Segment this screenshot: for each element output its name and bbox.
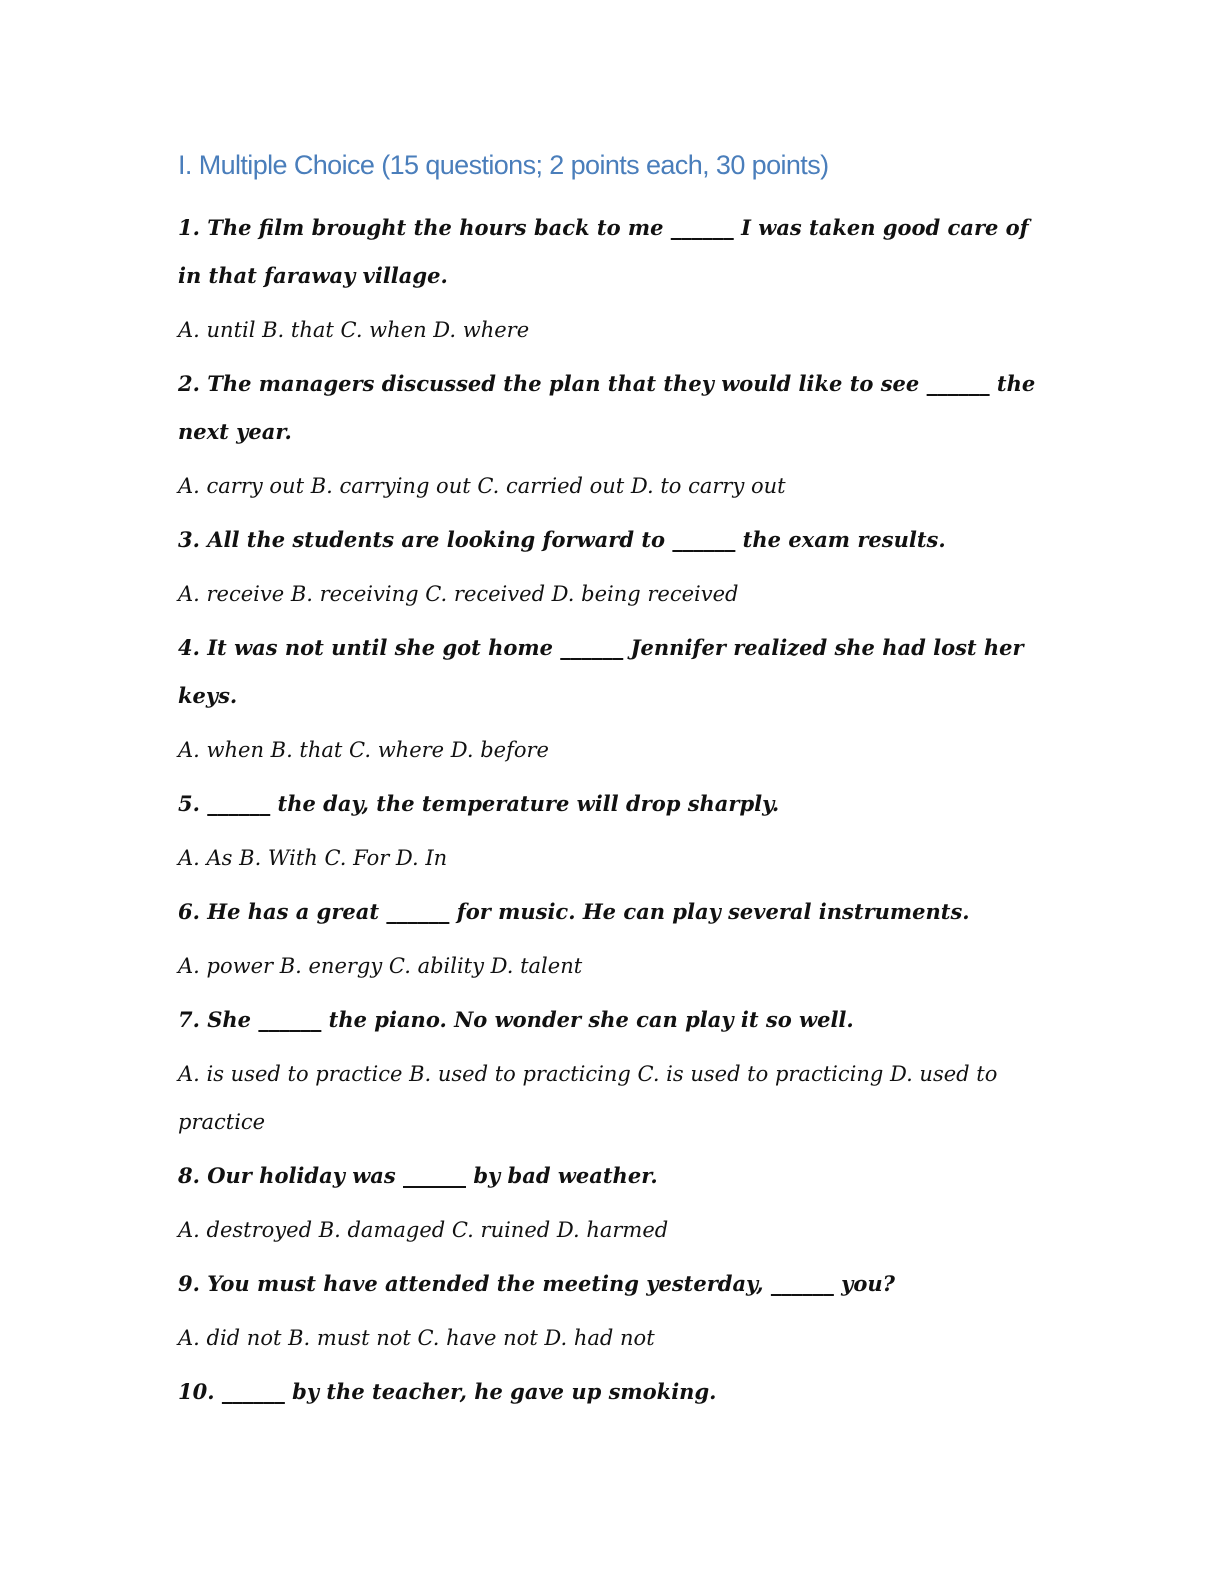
question-list: [178, 204, 1038, 1422]
question-10: 10. ______ by the teacher, he gave up smoking.: [178, 1379, 717, 1404]
question-6: 6. He has a great ______ for music. He can play several instruments.: [178, 899, 970, 924]
question-9-options: A. did not B. must not C. have not D. had not: [178, 1326, 655, 1350]
question-8: 8. Our holiday was ______ by bad weather.: [178, 1163, 658, 1188]
question-4-options: A. when B. that C. where D. before: [178, 738, 549, 762]
question-3: 3. All the students are looking forward to ______ the exam results.: [178, 527, 946, 552]
question-7-options: A. is used to practice B. used to practicing C. is used to practicing D. used to practice: [178, 1062, 998, 1134]
question-7: 7. She ______ the piano. No wonder she can play it so well.: [178, 1007, 854, 1032]
question-5-options: A. As B. With C. For D. In: [178, 846, 448, 870]
question-2-options: A. carry out B. carrying out C. carried out D. to carry out: [178, 474, 786, 498]
question-5: 5. ______ the day, the temperature will drop sharply.: [178, 791, 780, 816]
question-1-options: A. until B. that C. when D. where: [178, 318, 530, 342]
section-heading: I. Multiple Choice (15 questions; 2 points each, 30 points): [178, 150, 829, 180]
question-8-options: A. destroyed B. damaged C. ruined D. harmed: [178, 1218, 669, 1242]
question-1: 1. The film brought the hours back to me ______ I was taken good care of in that faraway village.: [178, 215, 1029, 288]
question-9: 9. You must have attended the meeting yesterday, ______ you?: [178, 1271, 895, 1296]
question-6-options: A. power B. energy C. ability D. talent: [178, 954, 583, 978]
question-4: 4. It was not until she got home ______ Jennifer realized she had lost her keys.: [178, 635, 1024, 708]
question-2: 2. The managers discussed the plan that they would like to see ______ the next year.: [178, 371, 1036, 444]
question-3-options: A. receive B. receiving C. received D. being received: [178, 582, 739, 606]
